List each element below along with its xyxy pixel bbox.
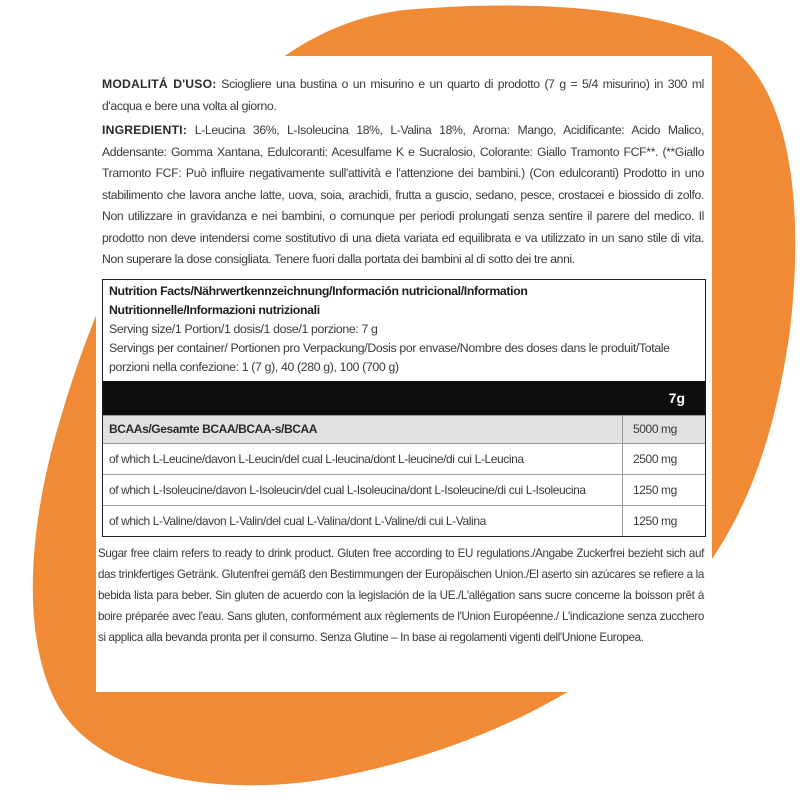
column-header-amount: 7g [668,389,685,406]
nutrient-value: 5000 mg [623,415,706,443]
column-header-bar [103,381,705,415]
nutrient-value: 1250 mg [623,505,706,536]
table-row [103,443,705,474]
directions-text: Sciogliere una bustina o un misurino e un quarto di prodotto (7 g = 5/4 misurino) in 300 ml d'acqua e bere una volta al giorno. [102,77,704,113]
nutrition-title-line-2: Nutritionnelle/Informazioni nutrizionali [109,302,320,317]
ingredients-label: INGREDIENTI: [102,123,188,137]
nutrition-table [103,415,705,536]
nutrition-facts-panel [102,279,706,537]
ingredients-text: L-Leucina 36%, L-Isoleucina 18%, L-Valina 18%, Aroma: Mango, Acidificante: Acido Malico, Addensante: Gomma Xantana, Edulcoranti: Acesulfame K e Sucralosio, Colorante: Giallo Tramonto FCF**. (**Giallo Tramonto FCF: Può influire negativamente sull'attività e l'attenzione dei bambini.) (Con edulcoranti) Prodotto in uno stabilimento che lavora anche latte, uova, soia, arachidi, frutta a guscio, sedano, pesce, crostacei e biossido di zolfo. Non utilizzare in gravidanza e nei bambini, o comunque per periodi prolungati senza sentire il parere del medico. Il prodotto non deve intendersi come sostitutivo di una dieta variata ed equilibrata e va utilizzato in un sano stile di vita. Non superare la dose consigliata. Tenere fuori dalla portata dei bambini al di sotto dei tre anni. [102,123,704,266]
servings-per-container-line-1: Servings per container/ Portionen pro Verpackung/Dosis por envase/Nombre des doses dans le produit/Totale [109,340,670,355]
ingredients-paragraph [102,120,704,271]
directions-label: MODALITÁ D'USO: [102,77,217,91]
footnote-text: Sugar free claim refers to ready to drink product. Gluten free according to EU regulations./Angabe Zuckerfrei bezieht sich auf das trinkfertiges Getränk. Glutenfrei gemäß den Bestimmungen der Europäischen Union./El aserto sin azúcares se refiere a la bebida lista para beber. Sin gluten de acuerdo con la legislación de la UE./L'allégation sans sucre concerne la boisson prêt à boire préparée avec l'eau. Sans gluten, conformément aux règlements de l'Union Européenne./ L'indicazione senza zucchero si applica alla bevanda pronta per il consumo. Senza Glutine – In base ai regolamenti vigenti dell'Unione Europea. [98,546,704,644]
table-row [103,474,705,505]
nutrition-facts-title [109,282,699,320]
nutrient-name: BCAAs/Gesamte BCAA/BCAA-s/BCAA [103,415,623,443]
nutrient-value: 1250 mg [623,474,706,505]
table-row [103,415,705,443]
nutrient-name: of which L-Isoleucine/davon L-Isoleucin/del cual L-Isoleucina/dont L-Isoleucine/di cui L-Isoleucina [103,474,623,505]
nutrient-name: of which L-Valine/davon L-Valin/del cual L-Valina/dont L-Valine/di cui L-Valina [103,505,623,536]
directions-paragraph [102,74,704,117]
product-label [96,56,712,692]
nutrition-title-line-1: Nutrition Facts/Nährwertkennzeichnung/Información nutricional/Information [109,283,528,298]
table-row [103,505,705,536]
nutrition-facts-header [103,280,705,381]
serving-size: Serving size/1 Portion/1 dosis/1 dose/1 porzione: 7 g [109,321,378,336]
nutrient-value: 2500 mg [623,443,706,474]
nutrient-name: of which L-Leucine/davon L-Leucin/del cual L-leucina/dont L-leucine/di cui L-Leucina [103,443,623,474]
servings-per-container-line-2: porzioni nella confezione: 1 (7 g), 40 (280 g), 100 (700 g) [109,359,399,374]
